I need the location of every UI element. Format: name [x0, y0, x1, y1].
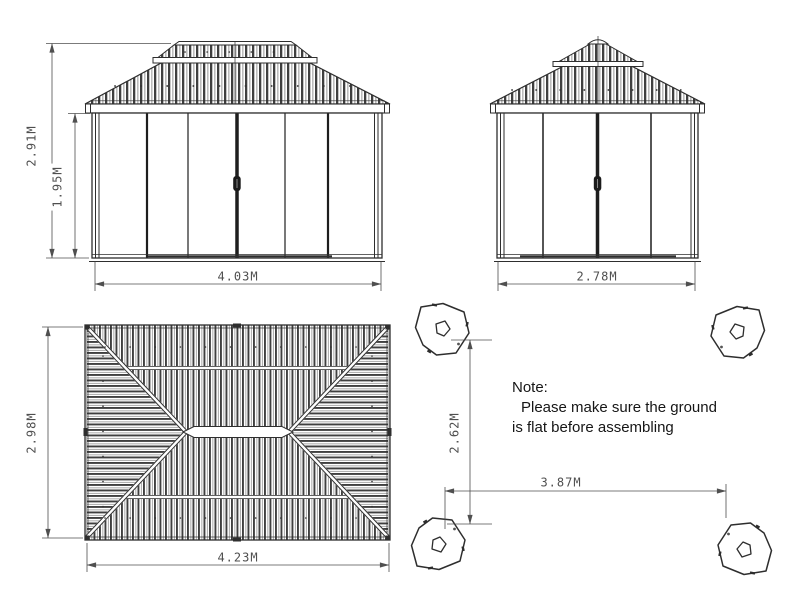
roof-plan-drawing — [84, 324, 392, 542]
note-title: Note: — [512, 379, 548, 396]
roof-width-label: 4.23M — [214, 552, 261, 565]
front-door-handle — [233, 176, 241, 191]
note-line-1: Please make sure the ground — [521, 399, 717, 416]
front-wall-height-label: 1.95M — [52, 163, 65, 210]
front-total-height-label: 2.91M — [26, 122, 39, 169]
assembly-note — [512, 378, 717, 438]
anchor-plate-bottom-left — [412, 518, 466, 570]
front-elevation-drawing — [85, 42, 390, 262]
ridge-vent — [183, 427, 293, 438]
anchor-plate-top-right — [711, 307, 765, 359]
front-width-label: 4.03M — [214, 271, 261, 284]
side-width-label: 2.78M — [573, 271, 620, 284]
side-door-handle — [594, 176, 602, 191]
ground-anchor-layout-drawing — [412, 304, 772, 575]
note-line-2: is flat before assembling — [512, 419, 674, 436]
anchor-plate-bottom-right — [718, 523, 772, 575]
side-elevation-drawing — [490, 36, 705, 262]
ground-width-label: 3.87M — [537, 477, 584, 490]
ground-depth-label: 2.62M — [449, 409, 462, 456]
anchor-plate-top-left — [416, 304, 470, 356]
roof-depth-label: 2.98M — [26, 409, 39, 456]
